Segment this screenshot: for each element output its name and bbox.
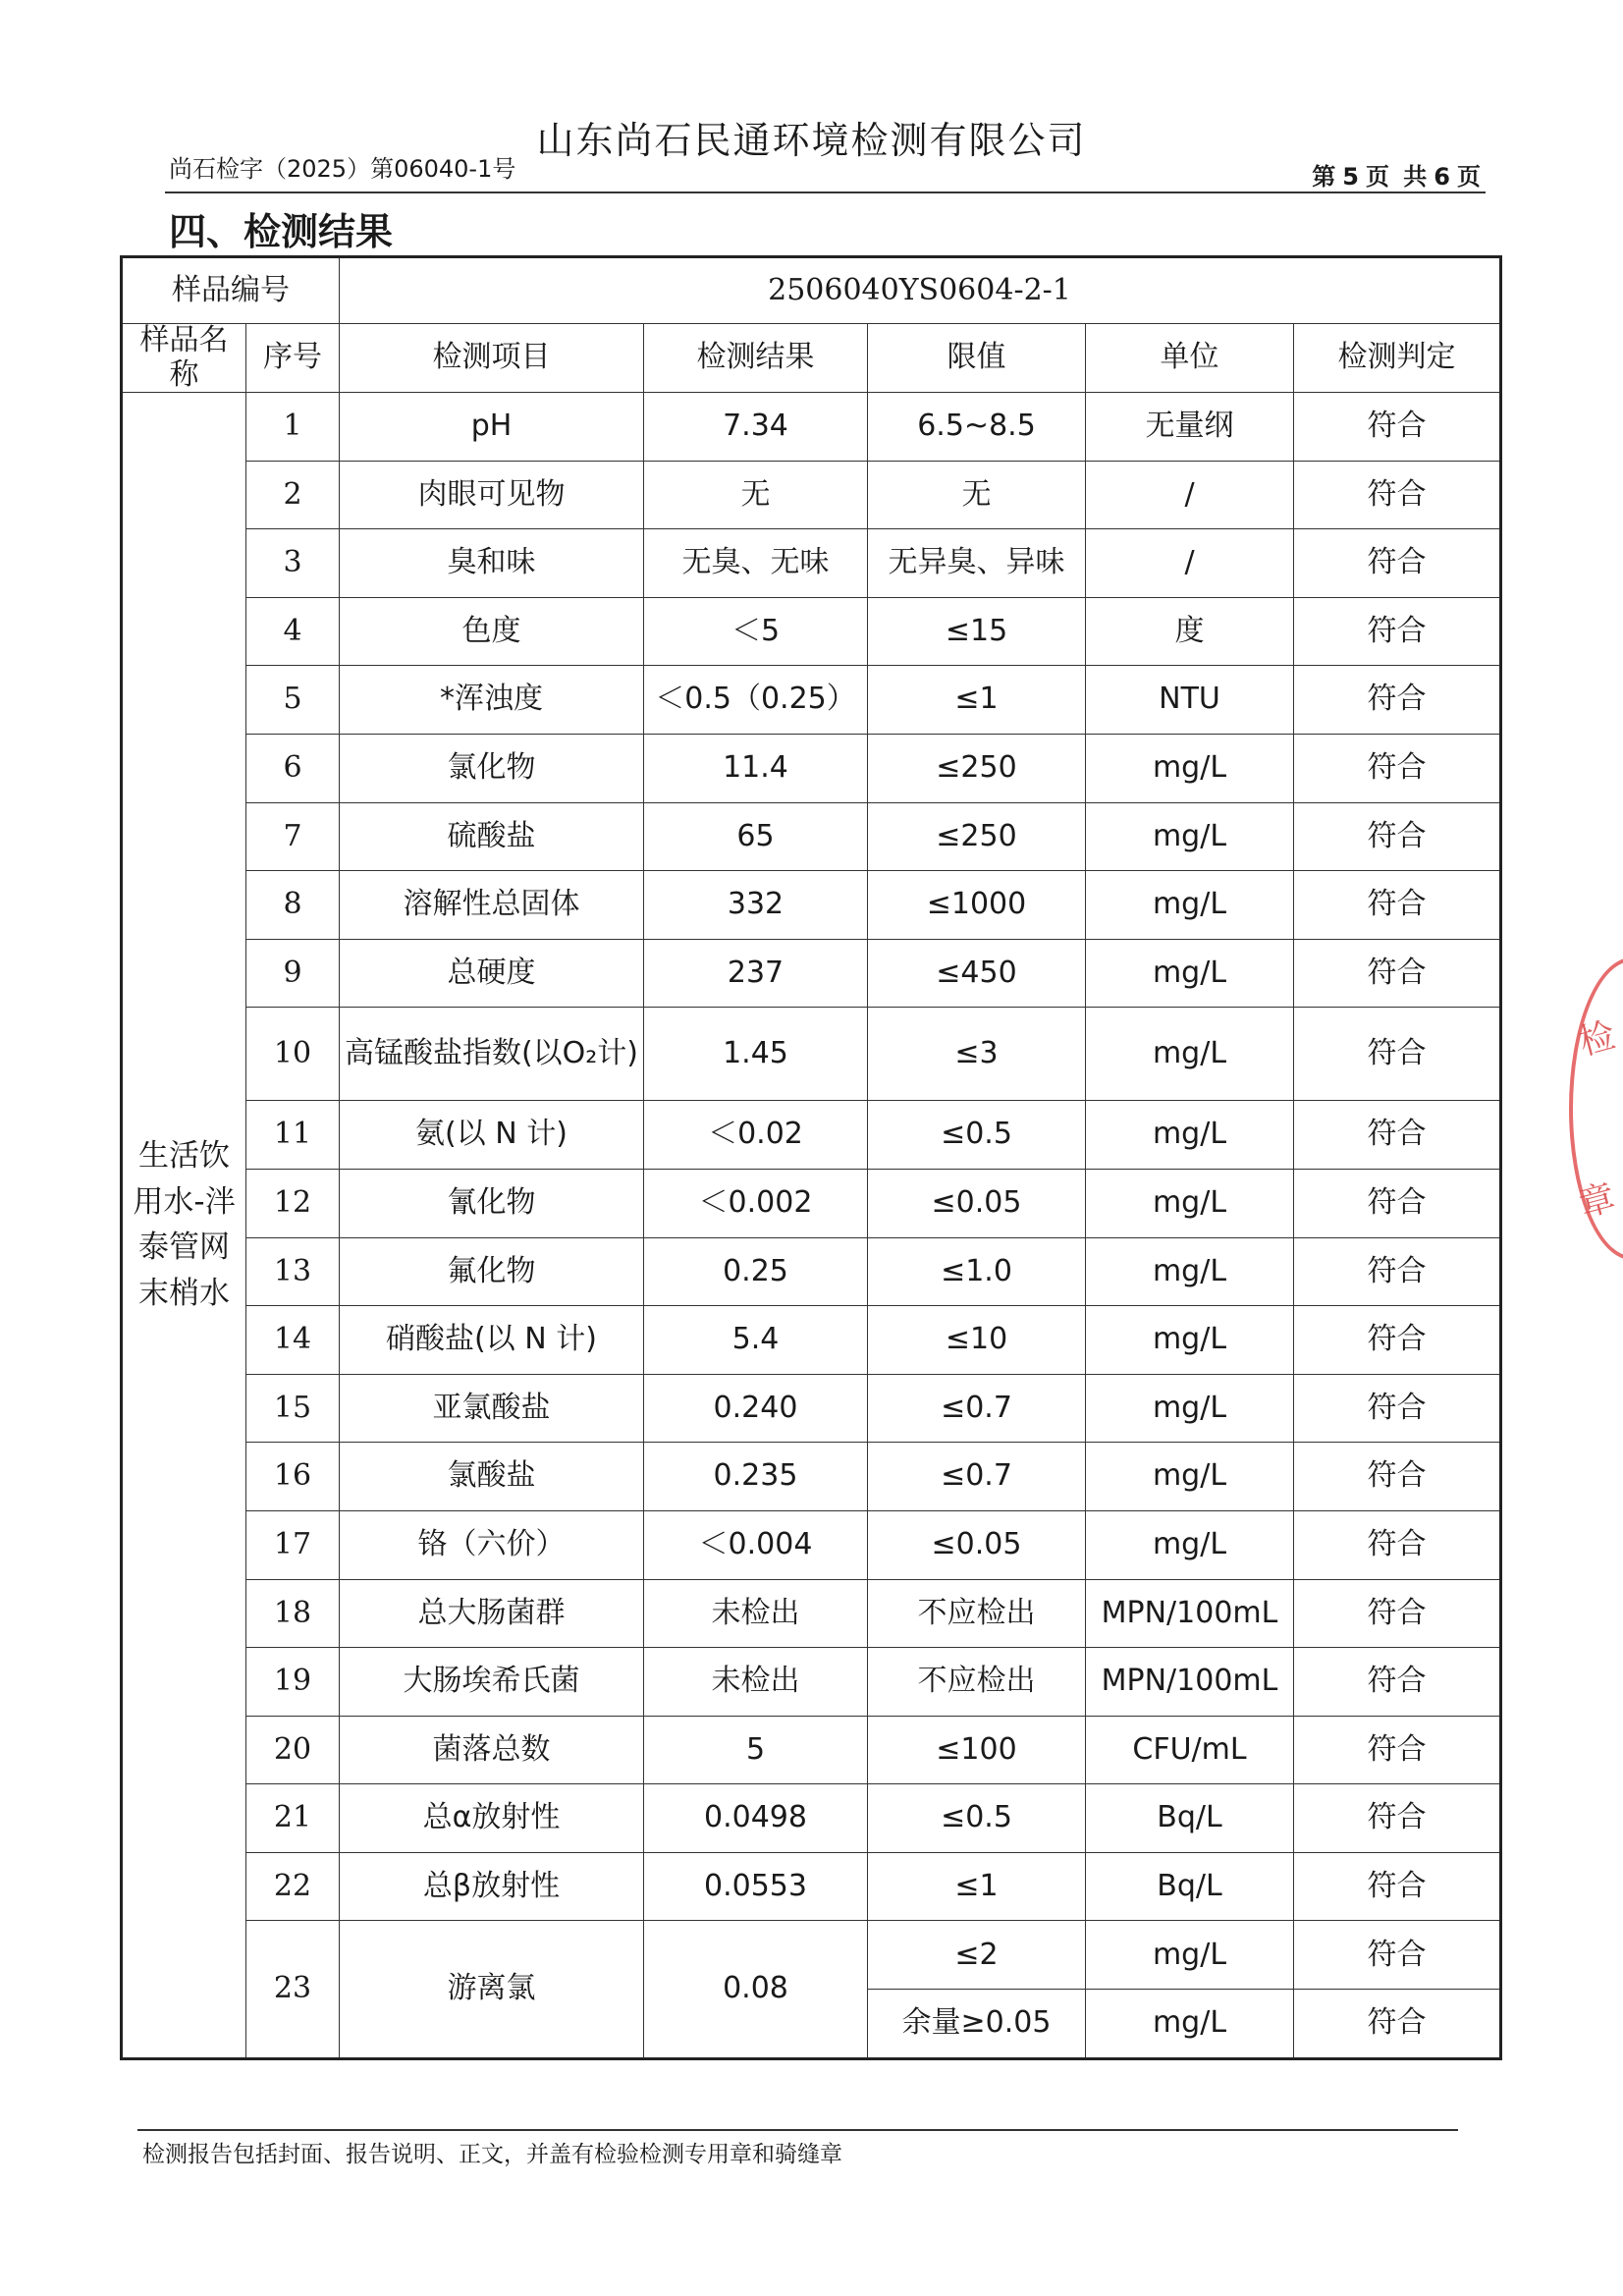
table-row [122, 1784, 1501, 1853]
test-result: 无臭、无味 [644, 529, 868, 598]
limit-value: 无 [868, 461, 1086, 529]
col-header-sample-name: 样品名称 [122, 324, 246, 393]
row-number: 8 [246, 871, 340, 940]
table-row [122, 597, 1501, 666]
table-row [122, 871, 1501, 940]
limit-value: ≤1 [868, 666, 1086, 735]
test-item: 大肠埃希氏菌 [340, 1648, 644, 1717]
table-row [122, 1237, 1501, 1306]
unit: MPN/100mL [1086, 1648, 1294, 1717]
row-number: 16 [246, 1443, 340, 1511]
sample-id-label: 样品编号 [122, 257, 340, 324]
verdict: 符合 [1294, 666, 1501, 735]
unit: 无量纲 [1086, 393, 1294, 462]
test-result: ＜0.002 [644, 1169, 868, 1237]
verdict: 符合 [1294, 939, 1501, 1008]
row-number: 12 [246, 1169, 340, 1237]
limit-value: ≤0.05 [868, 1169, 1086, 1237]
unit: mg/L [1086, 734, 1294, 802]
test-result: 0.25 [644, 1237, 868, 1306]
verdict: 符合 [1294, 393, 1501, 462]
test-result: 65 [644, 802, 868, 871]
row-number: 3 [246, 529, 340, 598]
row-number: 5 [246, 666, 340, 735]
unit: mg/L [1086, 1374, 1294, 1443]
verdict: 符合 [1294, 1443, 1501, 1511]
company-name: 山东尚石民通环境检测有限公司 [536, 119, 1087, 162]
test-item: *浑浊度 [340, 666, 644, 735]
table-row [122, 529, 1501, 598]
test-result: 未检出 [644, 1579, 868, 1648]
seal-char-2: 章 [1575, 1176, 1620, 1226]
test-result: 无 [644, 461, 868, 529]
unit: 度 [1086, 597, 1294, 666]
limit-value: 不应检出 [868, 1579, 1086, 1648]
test-result: 0.235 [644, 1443, 868, 1511]
limit-value: ≤0.05 [868, 1510, 1086, 1579]
row-number: 9 [246, 939, 340, 1008]
limit-value: ≤0.7 [868, 1443, 1086, 1511]
table-row [122, 734, 1501, 802]
test-result: 0.240 [644, 1374, 868, 1443]
test-result: 未检出 [644, 1648, 868, 1717]
unit: mg/L [1086, 1008, 1294, 1101]
limit-value: ≤0.5 [868, 1784, 1086, 1853]
sample-id-row [122, 257, 1501, 324]
section-title: 四、检测结果 [169, 210, 394, 253]
unit: Bq/L [1086, 1784, 1294, 1853]
test-result: 237 [644, 939, 868, 1008]
col-header-verdict: 检测判定 [1294, 324, 1501, 393]
table-row [122, 1852, 1501, 1921]
verdict: 符合 [1294, 597, 1501, 666]
row-number: 10 [246, 1008, 340, 1101]
test-result: ＜0.02 [644, 1101, 868, 1170]
verdict: 符合 [1294, 1716, 1501, 1784]
test-item: 臭和味 [340, 529, 644, 598]
verdict: 符合 [1294, 802, 1501, 871]
row-number: 19 [246, 1648, 340, 1717]
col-header-item: 检测项目 [340, 324, 644, 393]
test-item: 氯酸盐 [340, 1443, 644, 1511]
limit-value: ≤250 [868, 802, 1086, 871]
test-item: 色度 [340, 597, 644, 666]
row-number: 2 [246, 461, 340, 529]
unit: mg/L [1086, 1510, 1294, 1579]
test-item: 总硬度 [340, 939, 644, 1008]
unit: mg/L [1086, 939, 1294, 1008]
table-row [122, 1306, 1501, 1375]
page-suffix: 页 [1457, 163, 1484, 191]
row-number: 15 [246, 1374, 340, 1443]
verdict: 符合 [1294, 1008, 1501, 1101]
limit-value: ≤450 [868, 939, 1086, 1008]
page-current: 5 [1342, 163, 1362, 191]
test-item: 氨(以 N 计) [340, 1101, 644, 1170]
verdict: 符合 [1294, 871, 1501, 940]
verdict: 符合 [1294, 1306, 1501, 1375]
verdict: 符合 [1294, 461, 1501, 529]
verdict: 符合 [1294, 1510, 1501, 1579]
row-number: 18 [246, 1579, 340, 1648]
unit: mg/L [1086, 1990, 1294, 2059]
test-result: 5 [644, 1716, 868, 1784]
row-number: 4 [246, 597, 340, 666]
unit: mg/L [1086, 1101, 1294, 1170]
test-result: ＜0.004 [644, 1510, 868, 1579]
table-row [122, 1169, 1501, 1237]
table-row [122, 1921, 1501, 1990]
table-row [122, 1101, 1501, 1170]
footer-divider [137, 2129, 1458, 2131]
test-item: 氰化物 [340, 1169, 644, 1237]
verdict: 符合 [1294, 1852, 1501, 1921]
limit-value: ≤100 [868, 1716, 1086, 1784]
verdict: 符合 [1294, 1169, 1501, 1237]
header-divider [165, 191, 1486, 193]
test-item: 亚氯酸盐 [340, 1374, 644, 1443]
page-mid: 页 共 [1365, 163, 1431, 191]
limit-value: 不应检出 [868, 1648, 1086, 1717]
test-item: 硝酸盐(以 N 计) [340, 1306, 644, 1375]
limit-value: ≤1.0 [868, 1237, 1086, 1306]
verdict: 符合 [1294, 529, 1501, 598]
test-item: pH [340, 393, 644, 462]
test-result: 11.4 [644, 734, 868, 802]
seal-char-1: 检 [1575, 1014, 1620, 1064]
unit: Bq/L [1086, 1852, 1294, 1921]
table-row [122, 1579, 1501, 1648]
verdict: 符合 [1294, 1579, 1501, 1648]
limit-value: ≤3 [868, 1008, 1086, 1101]
test-result: 7.34 [644, 393, 868, 462]
limit-value: ≤250 [868, 734, 1086, 802]
limit-value: ≤10 [868, 1306, 1086, 1375]
row-number: 6 [246, 734, 340, 802]
col-header-unit: 单位 [1086, 324, 1294, 393]
table-row [122, 1443, 1501, 1511]
table-row [122, 802, 1501, 871]
test-item: 溶解性总固体 [340, 871, 644, 940]
verdict: 符合 [1294, 1990, 1501, 2059]
verdict: 符合 [1294, 1648, 1501, 1717]
verdict: 符合 [1294, 734, 1501, 802]
test-result: 0.0498 [644, 1784, 868, 1853]
col-header-no: 序号 [246, 324, 340, 393]
row-number: 21 [246, 1784, 340, 1853]
verdict: 符合 [1294, 1784, 1501, 1853]
row-number: 1 [246, 393, 340, 462]
test-item: 高锰酸盐指数(以O₂计) [340, 1008, 644, 1101]
table-row [122, 393, 1501, 462]
unit: CFU/mL [1086, 1716, 1294, 1784]
test-result: 1.45 [644, 1008, 868, 1101]
limit-value: ≤15 [868, 597, 1086, 666]
limit-value: ≤1 [868, 1852, 1086, 1921]
row-number: 13 [246, 1237, 340, 1306]
row-number: 17 [246, 1510, 340, 1579]
test-result: 332 [644, 871, 868, 940]
row-number: 22 [246, 1852, 340, 1921]
test-item: 菌落总数 [340, 1716, 644, 1784]
limit-value: 无异臭、异味 [868, 529, 1086, 598]
test-item: 游离氯 [340, 1921, 644, 2058]
unit: mg/L [1086, 1443, 1294, 1511]
page-prefix: 第 [1312, 163, 1339, 191]
limit-value: ≤0.7 [868, 1374, 1086, 1443]
unit: MPN/100mL [1086, 1579, 1294, 1648]
page-total: 6 [1434, 163, 1453, 191]
test-item: 总大肠菌群 [340, 1579, 644, 1648]
col-header-limit: 限值 [868, 324, 1086, 393]
limit-value: ≤2 [868, 1921, 1086, 1990]
verdict: 符合 [1294, 1101, 1501, 1170]
test-item: 氯化物 [340, 734, 644, 802]
table-row [122, 666, 1501, 735]
column-header-row [122, 324, 1501, 393]
verdict: 符合 [1294, 1237, 1501, 1306]
limit-value: ≤1000 [868, 871, 1086, 940]
table-row [122, 939, 1501, 1008]
unit: NTU [1086, 666, 1294, 735]
test-result: 0.08 [644, 1921, 868, 2058]
test-item: 总α放射性 [340, 1784, 644, 1853]
test-result: 5.4 [644, 1306, 868, 1375]
test-result: 0.0553 [644, 1852, 868, 1921]
unit: mg/L [1086, 1169, 1294, 1237]
limit-value: 6.5~8.5 [868, 393, 1086, 462]
test-item: 铬（六价） [340, 1510, 644, 1579]
test-item: 硫酸盐 [340, 802, 644, 871]
row-number: 14 [246, 1306, 340, 1375]
unit: / [1086, 461, 1294, 529]
test-result: ＜5 [644, 597, 868, 666]
test-item: 总β放射性 [340, 1852, 644, 1921]
page-indicator [1310, 157, 1486, 191]
row-number: 23 [246, 1921, 340, 2058]
row-number: 7 [246, 802, 340, 871]
results-table [120, 255, 1502, 2060]
footer-note: 检测报告包括封面、报告说明、正文，并盖有检验检测专用章和骑缝章 [142, 2142, 842, 2167]
limit-value: 余量≥0.05 [868, 1990, 1086, 2059]
unit: mg/L [1086, 1921, 1294, 1990]
limit-value: ≤0.5 [868, 1101, 1086, 1170]
unit: mg/L [1086, 802, 1294, 871]
verdict: 符合 [1294, 1374, 1501, 1443]
row-number: 11 [246, 1101, 340, 1170]
test-result: ＜0.5（0.25） [644, 666, 868, 735]
unit: mg/L [1086, 1306, 1294, 1375]
table-row [122, 1510, 1501, 1579]
sample-id-value: 2506040YS0604-2-1 [340, 257, 1501, 324]
report-number: 尚石检字（2025）第06040-1号 [169, 155, 516, 183]
table-row [122, 1008, 1501, 1101]
col-header-result: 检测结果 [644, 324, 868, 393]
test-item: 肉眼可见物 [340, 461, 644, 529]
table-row [122, 1374, 1501, 1443]
sample-name-cell: 生活饮用水-泮泰管网末梢水 [122, 393, 246, 2059]
row-number: 20 [246, 1716, 340, 1784]
unit: / [1086, 529, 1294, 598]
verdict: 符合 [1294, 1921, 1501, 1990]
table-row [122, 1716, 1501, 1784]
table-row [122, 1648, 1501, 1717]
unit: mg/L [1086, 1237, 1294, 1306]
table-row [122, 461, 1501, 529]
unit: mg/L [1086, 871, 1294, 940]
test-item: 氟化物 [340, 1237, 644, 1306]
